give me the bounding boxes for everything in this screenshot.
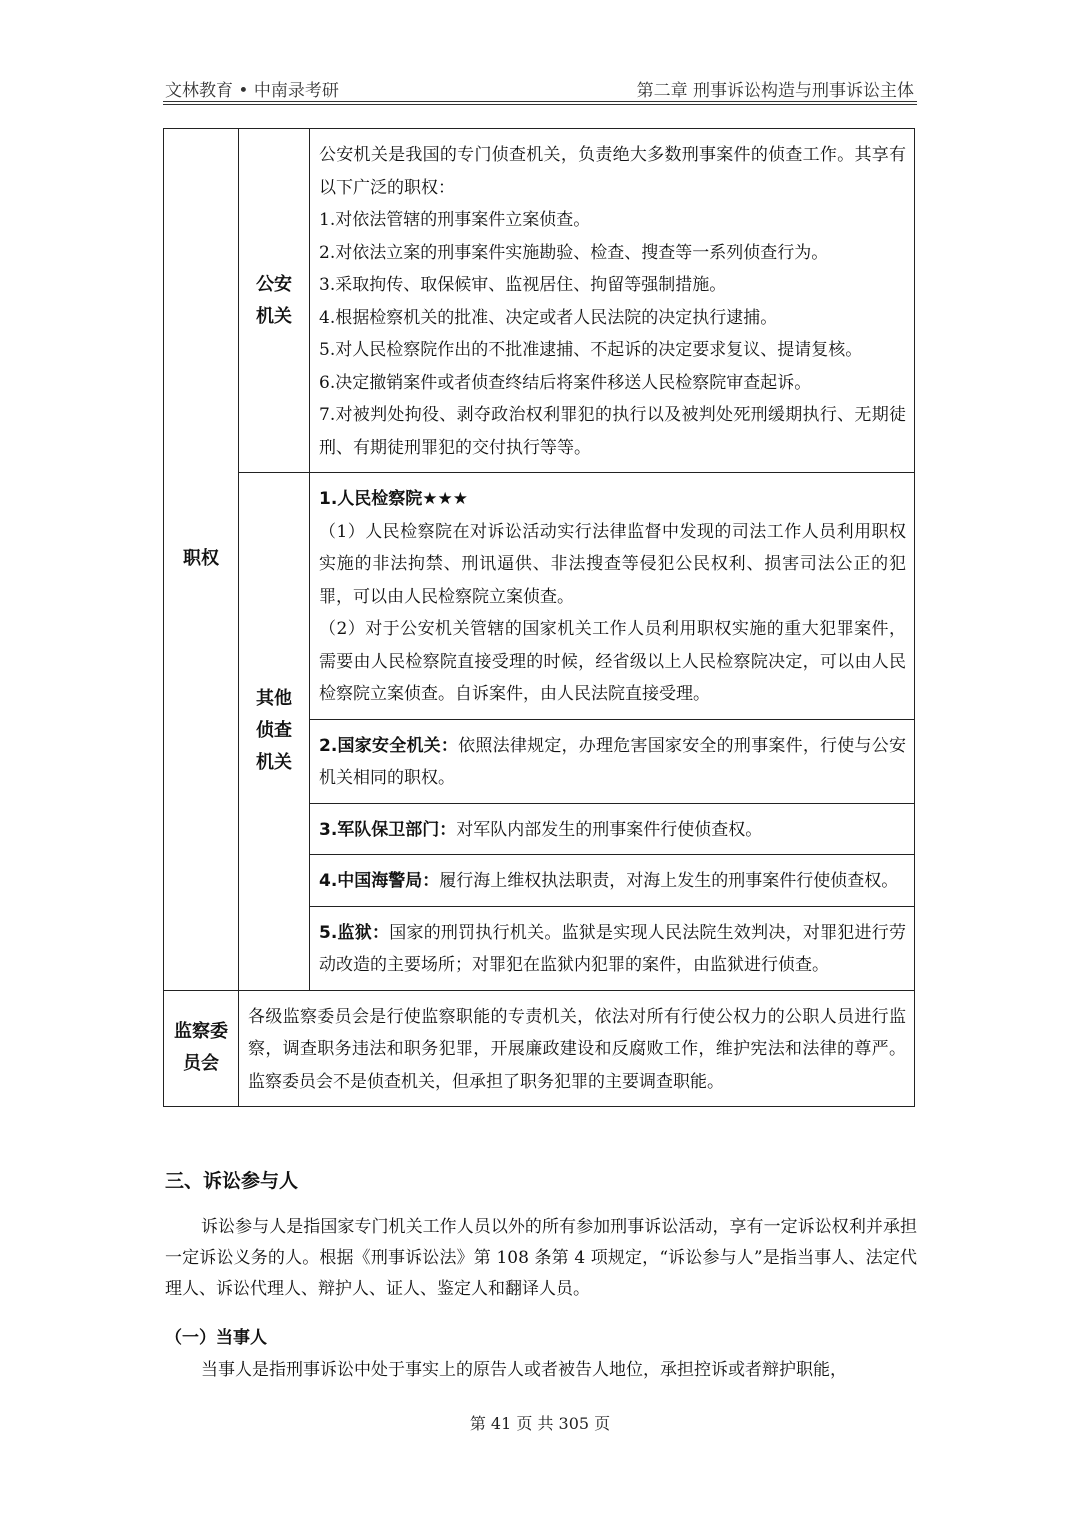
state-security-cell: [310, 719, 915, 803]
police-power-1: 1.对依法管辖的刑事案件立案侦查。: [319, 210, 591, 230]
group-label-powers: 职权: [164, 129, 239, 991]
procuratorate-item-1: （1）人民检察院在对诉讼活动实行法律监督中发现的司法工作人员利用职权实施的非法拘禁、刑讯逼供、非法搜查等侵犯公民权利、损害司法公正的犯罪，可以由人民检察院立案侦查。: [319, 521, 906, 607]
other-agencies-label: 其他 侦查 机关: [239, 473, 310, 991]
table-row-supervision: [164, 990, 915, 1107]
police-power-4: 4.根据检察机关的批准、决定或者人民法院的决定执行逮捕。: [319, 307, 778, 328]
police-power-2: 2.对依法立案的刑事案件实施勘验、检查、搜查等一系列侦查行为。: [319, 242, 829, 263]
state-security-title: 2.国家安全机关：: [319, 735, 459, 756]
prison-text: 国家的刑罚执行机关。监狱是实现人民法院生效判决，对罪犯进行劳动改造的主要场所；对罪犯在监狱内犯罪的案件，由监狱进行侦查。: [319, 922, 907, 975]
police-label: 公安 机关: [239, 129, 310, 473]
military-text: 对军队内部发生的刑事案件行使侦查权。: [456, 819, 763, 840]
coast-guard-cell: [310, 855, 915, 907]
procuratorate-cell: [310, 473, 915, 720]
header-divider-thin: [163, 104, 917, 105]
page-footer: 第 41 页 共 305 页: [469, 1414, 611, 1433]
military-cell: [310, 803, 915, 855]
header-chapter-title: 第二章 刑事诉讼构造与刑事诉讼主体: [636, 81, 914, 101]
police-power-6: 6.决定撤销案件或者侦查终结后将案件移送人民检察院审查起诉。: [319, 372, 812, 393]
police-power-3: 3.采取拘传、取保候审、监视居住、拘留等强制措施。: [319, 275, 727, 295]
police-power-7: 7.对被判处拘役、剥夺政治权利罪犯的执行以及被判处死刑缓期执行、无期徒刑、有期徒刑罪犯的交付执行等等。: [319, 405, 906, 458]
police-intro: 公安机关是我国的专门侦查机关，负责绝大多数刑事案件的侦查工作。其享有以下广泛的职权：: [319, 145, 906, 198]
supervision-label: 监察委 员会: [164, 990, 239, 1107]
state-security-text: 依照法律规定，办理危害国家安全的刑事案件，行使与公安机关相同的职权。: [319, 735, 906, 788]
procuratorate-title: 1.人民检察院★★★: [319, 489, 469, 509]
police-powers-cell: [310, 129, 915, 473]
supervision-cell: [239, 990, 915, 1107]
subsection-paragraph: 当事人是指刑事诉讼中处于事实上的原告人或者被告人地位，承担控诉或者辩护职能，: [201, 1360, 847, 1380]
police-power-5: 5.对人民检察院作出的不批准逮捕、不起诉的决定要求复议、提请复核。: [319, 340, 863, 360]
prison-title: 5.监狱：: [319, 922, 390, 943]
table-row-procuratorate: [164, 473, 915, 720]
coast-guard-text: 履行海上维权执法职责，对海上发生的刑事案件行使侦查权。: [439, 871, 899, 891]
prison-cell: [310, 906, 915, 990]
table-row-police: [164, 129, 915, 473]
header-divider: [163, 101, 917, 102]
military-title: 3.军队保卫部门：: [319, 819, 457, 840]
header-left-title: 文林教育 • 中南录考研: [165, 81, 339, 101]
coast-guard-title: 4.中国海警局：: [319, 871, 440, 891]
procuratorate-item-2: （2）对于公安机关管辖的国家机关工作人员利用职权实施的重大犯罪案件，需要由人民检察院直接受理的时候，经省级以上人民检察院决定，可以由人民检察院立案侦查。自诉案件，由人民法院直接受理。: [319, 619, 906, 704]
powers-table: [163, 128, 915, 1107]
section-title: 三、诉讼参与人: [165, 1170, 299, 1192]
section-paragraph: 诉讼参与人是指国家专门机关工作人员以外的所有参加刑事诉讼活动，享有一定诉讼权利并承担一定诉讼义务的人。根据《刑事诉讼法》第 108 条第 4 项规定，“诉讼参与人”是指当事人、法定代理人、诉讼代理人、辩护人、证人、鉴定人和翻译人员。: [165, 1217, 917, 1299]
subsection-title: （一）当事人: [165, 1328, 267, 1348]
supervision-text: 各级监察委员会是行使监察职能的专责机关，依法对所有行使公权力的公职人员进行监察，调查职务违法和职务犯罪，开展廉政建设和反腐败工作，维护宪法和法律的尊严。监察委员会不是侦查机关，但承担了职务犯罪的主要调查职能。: [248, 1006, 906, 1092]
